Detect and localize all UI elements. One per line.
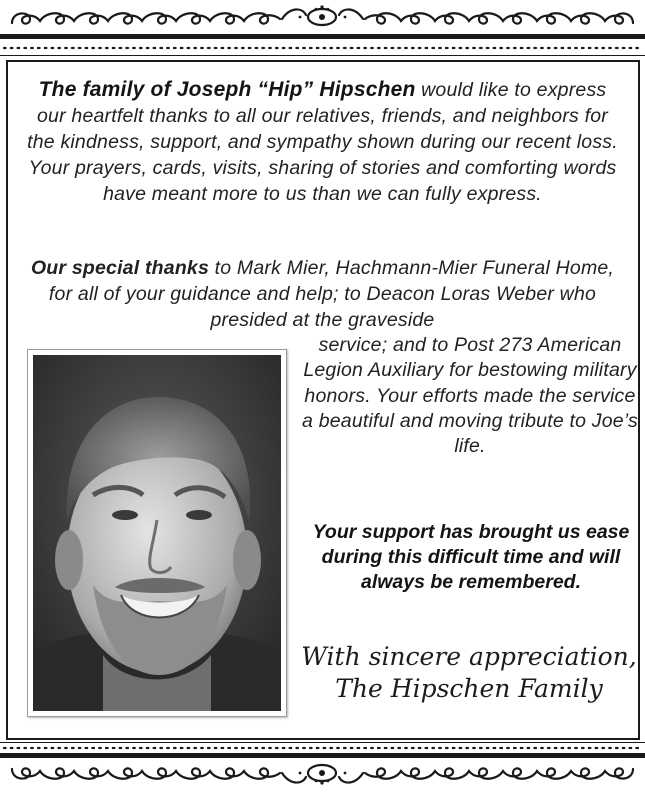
portrait-frame <box>27 349 287 717</box>
top-rule-thick <box>0 34 645 39</box>
thank-you-paragraph <box>22 77 623 207</box>
signoff-line-1: With sincere appreciation, <box>301 642 637 671</box>
special-thanks-text: to Mark Mier, Hachmann-Mier Funeral Home, for all of your guidance and help; to Deacon Loras Weber who presided at the graveside <box>48 257 615 331</box>
closing-statement: Your support has brought us ease during this difficult time and will always be remembered. <box>312 521 630 593</box>
bottom-rule-thick <box>0 753 645 758</box>
special-thanks-continued: service; and to Post 273 American Legion Auxiliary for bestowing military honors. Your efforts made the service a beautiful and moving tribute to Joe’s life. <box>302 334 638 458</box>
top-dotted-rule <box>0 45 645 51</box>
portrait-photo <box>33 355 281 711</box>
top-rule-thin <box>0 55 645 56</box>
thank-you-text: would like to express our heartfelt thanks to all our relatives, friends, and neighbors for the kindness, support, and sympathy shown during our recent loss. Your prayers, cards, visits, sharing of stories and comforting words have meant more to us than we can fully express. <box>27 79 618 205</box>
bottom-dotted-rule <box>0 745 645 751</box>
special-thanks-lead: Our special thanks <box>30 257 210 279</box>
bottom-scroll-ornament <box>0 761 645 787</box>
family-name-lead: The family of Joseph “Hip” Hipschen <box>38 78 416 101</box>
signoff-family-name: The Hipschen Family <box>335 674 603 703</box>
top-scroll-ornament <box>0 3 645 29</box>
bottom-rule-thin <box>0 742 645 743</box>
special-thanks-paragraph <box>22 255 623 333</box>
